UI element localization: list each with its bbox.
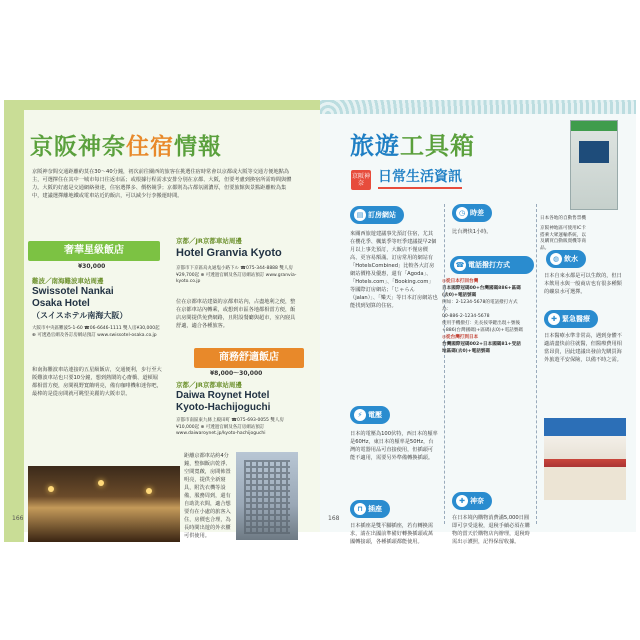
medical-cross-icon: ✚ [548, 313, 560, 325]
hotel2-description: 位在京都車站建築的京都車站內，占盡地利之便，整在京都車站內轉乘，或想到市區各地都相當方便，飯店房間提供免費網路，且附設餐廳與超市，室內寢具舒適，適合各種旅客。 [176, 299, 296, 329]
drugstore-photo [544, 418, 626, 500]
vending-note: 京阪神地區可使用IC卡搭乘大眾運輸系統，以及購買自動販賣機等商品。 [540, 226, 586, 251]
hotel1-name-jp: （スイスホテル南海大阪） [32, 311, 128, 320]
hotel1-info: 大阪市中央區難波5-1-60 ☎06-6646-1111 雙人房¥30,000起 ⊕ 可透過官網及各訂房網站預訂 www.swissotel-osaka.co.jp [32, 326, 160, 338]
booking-section-tag: ▤ 訂房網站 [350, 206, 404, 224]
hotel2-info: 京都市下京區烏丸通塩小路下ル ☎075-344-8888 雙人房¥29,700起 ⊕ 可透過官網及各訂房網站預訂 www.granvia-kyoto.co.jp [176, 266, 297, 284]
hotel3-info: 京都市南區東九條上殿田町 ☎075-693-0055 雙人房¥10,000起 ⊕ 可透過官網及各訂房網站預訂 www.daiwaroynet.jp/kyoto-hachijoguchi [176, 418, 284, 436]
hotel1-name-line1: Swissotel Nankai [32, 286, 114, 297]
emergency-section-tag: ✚ 緊急醫療 [544, 310, 598, 328]
booking-text: 來關西旅遊建議事先預訂住宿，尤其在櫻花季、楓葉季等旺季建議提早2個月以上事先預訂，大飯店不僅房價高、更容易額滿。訂房常用的網站有「HotelsCombined」比較各大訂房網站價格及優惠，還有「Agoda」、「Hotels.com」、「Booking.com」等國際訂房網站；「じゃらん（jalan）」、「樂天」等日本訂房網站也能找到划算的住宿。 [350, 231, 438, 309]
business-price: ¥8,000～30,000 [210, 370, 263, 377]
shopping-bag-icon: ✚ [456, 495, 468, 507]
luxury-price: ¥30,000 [78, 263, 106, 270]
phone-instructions [442, 278, 524, 418]
book-spread [4, 100, 636, 545]
page-number-left: 166 [12, 515, 24, 522]
region-badge: 京阪神奈 [351, 170, 371, 190]
right-page [320, 100, 636, 545]
phone-tw-example-number: 00-886-2-1234-5678 [442, 314, 490, 319]
intro-paragraph: 京阪神奈間交通距離約莫在30～40分鐘，初次前往關西的旅客在挑選住宿時常會以京都或大阪等交通方便地點為主，可選擇住在其中一城市每日往返市區；或根據行程需求安排分別在京都、大阪，但要考慮到換宿所需時間與體力。大阪的好處是交通網絡發達，住宿選擇多、價格競爭；京都則為古都氛圍濃厚，但要旅館與景點距離較為集中，建議選擇離地鐵或電車站近的飯店，可以減少行李搬運時間。 [32, 169, 292, 199]
vending-machine-photo [570, 120, 618, 210]
hotel1-area: 難波／南海難波車站周邊 [32, 277, 104, 285]
hotel2-area: 京都／JR京都車站周邊 [176, 237, 242, 245]
emergency-text: 日本醫療水準非常高，遇到身體不適請盡快前往就醫，但醫療費用相當昂貴，因此建議出發前先購買海外旅遊平安保險，以備不時之需。 [544, 333, 622, 363]
page-title-right: 旅遊工具箱 [350, 132, 475, 160]
outlet-section-tag: ⊓ 插座 [350, 500, 390, 518]
hotel-lobby-photo [28, 466, 180, 542]
bed-icon: ▤ [354, 209, 366, 221]
power-text: 日本的電壓為100伏特，西日本的頻率是60Hz，東日本的頻率是50Hz，台灣的電器用品可直接使用，但插頭可能不適用，需要另外準備轉換插頭。 [350, 431, 438, 461]
hotel3-area: 京都／JR京都車站周邊 [176, 381, 242, 389]
drink-section-tag: ◍ 飲水 [546, 250, 586, 268]
outlet-icon: ⊓ [354, 503, 366, 515]
hotel3-name-line2: Kyoto-Hachijoguchi [176, 402, 271, 413]
tax-text: 在日本境內購物消費滿5,000日圓即可享受退稅，退稅手續必須在購物的當天於購物店內辦理，退稅時需出示護照，記得保留收據。 [452, 515, 530, 545]
time-section-tag: ◷ 時差 [452, 204, 492, 222]
business-hotel-tag: 商務舒適飯店 [194, 348, 304, 368]
page-title: 京阪神奈住宿情報 [30, 134, 222, 160]
phone-icon: ☎ [455, 261, 465, 269]
phone-section-tag: ☎ 電話撥打方式 [450, 256, 534, 274]
drink-text: 日本自來水都是可以生飲的，但日本飲用水與一般商店也有很多種類的礦泉水可選擇。 [544, 273, 622, 295]
hotel2-name: Hotel Granvia Kyoto [176, 247, 282, 259]
phone-jp-heading: ◎從台灣打到日本 [442, 335, 479, 340]
hotel1-description: 和南海難波車站連接的五星級飯店，交通便利，步行至大阪難波車站也只要10分鐘，想到熱鬧的心齋橋、道頓堀都相當方便，房間視野寬敞明亮，備有咖啡機和迷你吧，最棒的是從房間就可眺望美麗的大阪市景。 [32, 367, 162, 397]
phone-tw-format: 日本國際冠碼00+台灣國碼886+區碼(去0)+電話號碼 [442, 286, 521, 298]
plug-icon: ⚡ [354, 409, 366, 421]
phone-tw-example: 例如：2-1234-5678的電話撥打方式為： [442, 300, 518, 312]
power-section-tag: ⚡ 電壓 [350, 406, 390, 424]
left-page [4, 100, 320, 539]
hotel3-name-line1: Daiwa Roynet Hotel [176, 390, 270, 401]
luxury-hotel-tag: 奢華星級飯店 [28, 241, 160, 261]
tax-section-tag: ✚ 神奈 [452, 492, 492, 510]
phone-tw-heading: ◎從日本打回台灣 [442, 279, 479, 284]
column-divider-2 [536, 204, 537, 524]
phone-tw-mobile: 使用手機撥打：先長按零鍵出現＋號後+886(台灣國碼)+區碼(去0)+電話號碼 [442, 321, 523, 333]
water-drop-icon: ◍ [550, 253, 562, 265]
outlet-text: 日本插座是雙平腳插座，若有轉換需求，請在出國前準備好轉換插頭或萬國轉接頭，各種插頭都能使用。 [350, 523, 434, 545]
phone-jp-format: 台灣國際冠碼002+日本國碼81+受話地區碼(去0)+電話號碼 [442, 342, 521, 354]
decorative-wave-band [320, 100, 636, 114]
time-text: 比台灣快1小時。 [452, 229, 492, 235]
page-number-right: 168 [328, 515, 340, 522]
section-subtitle: 日常生活資訊 [378, 166, 462, 189]
hotel-building-photo [236, 452, 298, 540]
hotel1-name-line2: Osaka Hotel [32, 298, 90, 309]
hotel3-description: 距離京都車站約4分鐘，整個飯店乾淨、空間寬敞，房間佈置明亮，提供全新寢具，附洗衣機等設備，服務周到，還有自助洗衣間，適合想要有在小處的旅客入住，房價也合理，為長時間出遊的外衣櫃可供使用。 [184, 453, 231, 539]
clock-icon: ◷ [456, 207, 468, 219]
vending-caption: 日本各地的自動售票機 [540, 216, 586, 221]
page-edge-bar [4, 110, 24, 542]
